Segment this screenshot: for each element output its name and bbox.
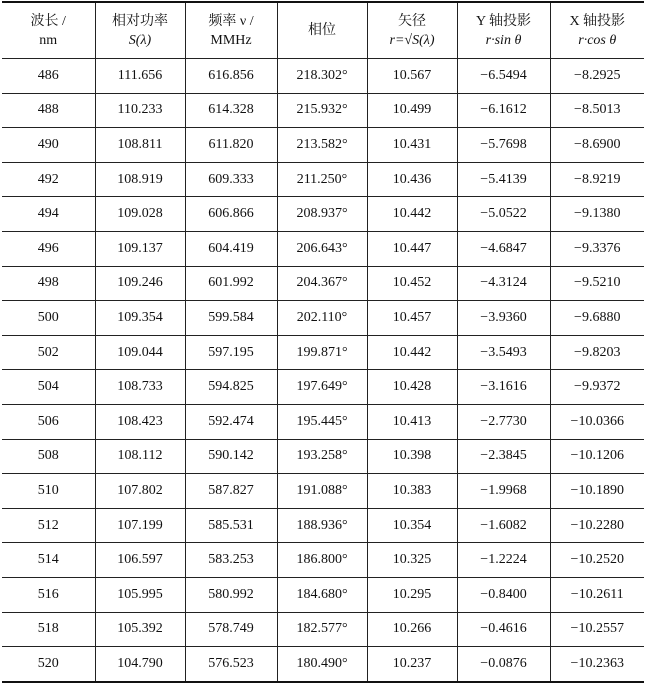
header-frequency	[185, 2, 277, 59]
radius-cell: 10.436	[367, 162, 457, 197]
frequency-cell: 611.820	[185, 128, 277, 163]
table-row	[2, 439, 644, 474]
table-row	[2, 577, 644, 612]
relative-power-cell: 108.919	[95, 162, 185, 197]
frequency-cell: 599.584	[185, 301, 277, 336]
header-label: 频率 ν /	[208, 13, 254, 29]
table-row	[2, 301, 644, 336]
y-projection-cell: −1.9968	[457, 474, 550, 509]
wavelength-cell: 494	[2, 197, 95, 232]
radius-cell: 10.266	[367, 612, 457, 647]
wavelength-cell: 520	[2, 647, 95, 682]
table-row	[2, 508, 644, 543]
table-row	[2, 335, 644, 370]
y-projection-cell: −0.8400	[457, 577, 550, 612]
table-row	[2, 370, 644, 405]
phase-cell: 184.680°	[277, 577, 367, 612]
x-projection-cell: −8.9219	[550, 162, 644, 197]
table-row	[2, 612, 644, 647]
header-unit: S(λ)	[128, 32, 152, 48]
header-unit: MMHz	[210, 32, 252, 48]
phase-cell: 180.490°	[277, 647, 367, 682]
data-table	[2, 1, 644, 683]
y-projection-cell: −5.4139	[457, 162, 550, 197]
table-row	[2, 404, 644, 439]
relative-power-cell: 111.656	[95, 59, 185, 94]
frequency-cell: 594.825	[185, 370, 277, 405]
relative-power-cell: 110.233	[95, 93, 185, 128]
x-projection-cell: −9.9372	[550, 370, 644, 405]
y-projection-cell: −5.0522	[457, 197, 550, 232]
x-projection-cell: −10.1206	[550, 439, 644, 474]
radius-cell: 10.452	[367, 266, 457, 301]
y-projection-cell: −1.2224	[457, 543, 550, 578]
relative-power-cell: 108.811	[95, 128, 185, 163]
x-projection-cell: −10.2520	[550, 543, 644, 578]
table-row	[2, 266, 644, 301]
header-y-projection	[457, 2, 550, 59]
wavelength-cell: 496	[2, 231, 95, 266]
frequency-cell: 601.992	[185, 266, 277, 301]
x-projection-cell: −9.6880	[550, 301, 644, 336]
table-row	[2, 128, 644, 163]
frequency-cell: 590.142	[185, 439, 277, 474]
x-projection-cell: −8.5013	[550, 93, 644, 128]
frequency-cell: 616.856	[185, 59, 277, 94]
phase-cell: 213.582°	[277, 128, 367, 163]
table-row	[2, 474, 644, 509]
phase-cell: 208.937°	[277, 197, 367, 232]
radius-cell: 10.442	[367, 335, 457, 370]
relative-power-cell: 107.802	[95, 474, 185, 509]
x-projection-cell: −10.1890	[550, 474, 644, 509]
x-projection-cell: −8.2925	[550, 59, 644, 94]
table-header	[2, 2, 644, 59]
radius-cell: 10.431	[367, 128, 457, 163]
radius-cell: 10.499	[367, 93, 457, 128]
phase-cell: 188.936°	[277, 508, 367, 543]
wavelength-cell: 518	[2, 612, 95, 647]
header-relative-power	[95, 2, 185, 59]
radius-cell: 10.457	[367, 301, 457, 336]
phase-cell: 193.258°	[277, 439, 367, 474]
table-row	[2, 93, 644, 128]
header-x-projection	[550, 2, 644, 59]
phase-cell: 199.871°	[277, 335, 367, 370]
phase-cell: 211.250°	[277, 162, 367, 197]
y-projection-cell: −4.3124	[457, 266, 550, 301]
wavelength-cell: 492	[2, 162, 95, 197]
y-projection-cell: −0.4616	[457, 612, 550, 647]
phase-cell: 204.367°	[277, 266, 367, 301]
x-projection-cell: −9.5210	[550, 266, 644, 301]
phase-cell: 182.577°	[277, 612, 367, 647]
table-body	[2, 59, 644, 682]
radius-cell: 10.567	[367, 59, 457, 94]
relative-power-cell: 105.995	[95, 577, 185, 612]
header-unit: r·cos θ	[578, 32, 617, 48]
relative-power-cell: 109.137	[95, 231, 185, 266]
relative-power-cell: 109.044	[95, 335, 185, 370]
table-row	[2, 59, 644, 94]
relative-power-cell: 109.354	[95, 301, 185, 336]
header-label: 相位	[308, 23, 336, 38]
x-projection-cell: −10.2280	[550, 508, 644, 543]
wavelength-cell: 510	[2, 474, 95, 509]
table-row	[2, 543, 644, 578]
y-projection-cell: −4.6847	[457, 231, 550, 266]
header-phase	[277, 2, 367, 59]
header-label: 相对功率	[112, 13, 168, 29]
wavelength-cell: 490	[2, 128, 95, 163]
wavelength-cell: 516	[2, 577, 95, 612]
header-unit: nm	[39, 32, 58, 48]
y-projection-cell: −3.5493	[457, 335, 550, 370]
header-radius	[367, 2, 457, 59]
frequency-cell: 585.531	[185, 508, 277, 543]
header-wavelength	[2, 2, 95, 59]
x-projection-cell: −10.2611	[550, 577, 644, 612]
header-label: 矢径	[398, 13, 426, 29]
phase-cell: 218.302°	[277, 59, 367, 94]
frequency-cell: 604.419	[185, 231, 277, 266]
wavelength-cell: 508	[2, 439, 95, 474]
y-projection-cell: −2.3845	[457, 439, 550, 474]
radius-cell: 10.325	[367, 543, 457, 578]
relative-power-cell: 109.246	[95, 266, 185, 301]
phase-cell: 202.110°	[277, 301, 367, 336]
relative-power-cell: 108.423	[95, 404, 185, 439]
radius-cell: 10.398	[367, 439, 457, 474]
table-row	[2, 647, 644, 682]
radius-cell: 10.295	[367, 577, 457, 612]
relative-power-cell: 107.199	[95, 508, 185, 543]
header-row	[2, 2, 644, 59]
y-projection-cell: −3.1616	[457, 370, 550, 405]
relative-power-cell: 104.790	[95, 647, 185, 682]
table-row	[2, 231, 644, 266]
x-projection-cell: −10.2363	[550, 647, 644, 682]
frequency-cell: 614.328	[185, 93, 277, 128]
radius-cell: 10.237	[367, 647, 457, 682]
wavelength-cell: 498	[2, 266, 95, 301]
frequency-cell: 592.474	[185, 404, 277, 439]
frequency-cell: 609.333	[185, 162, 277, 197]
relative-power-cell: 108.733	[95, 370, 185, 405]
header-unit: r=√S(λ)	[389, 32, 435, 48]
phase-cell: 215.932°	[277, 93, 367, 128]
relative-power-cell: 109.028	[95, 197, 185, 232]
phase-cell: 186.800°	[277, 543, 367, 578]
y-projection-cell: −6.1612	[457, 93, 550, 128]
x-projection-cell: −8.6900	[550, 128, 644, 163]
radius-cell: 10.413	[367, 404, 457, 439]
x-projection-cell: −9.3376	[550, 231, 644, 266]
x-projection-cell: −9.1380	[550, 197, 644, 232]
wavelength-cell: 504	[2, 370, 95, 405]
y-projection-cell: −0.0876	[457, 647, 550, 682]
relative-power-cell: 108.112	[95, 439, 185, 474]
wavelength-cell: 506	[2, 404, 95, 439]
wavelength-cell: 512	[2, 508, 95, 543]
radius-cell: 10.428	[367, 370, 457, 405]
header-label: Y 轴投影	[475, 13, 532, 29]
wavelength-cell: 488	[2, 93, 95, 128]
wavelength-cell: 500	[2, 301, 95, 336]
table-row	[2, 197, 644, 232]
phase-cell: 197.649°	[277, 370, 367, 405]
frequency-cell: 580.992	[185, 577, 277, 612]
phase-cell: 195.445°	[277, 404, 367, 439]
phase-cell: 191.088°	[277, 474, 367, 509]
y-projection-cell: −5.7698	[457, 128, 550, 163]
radius-cell: 10.447	[367, 231, 457, 266]
wavelength-cell: 514	[2, 543, 95, 578]
wavelength-cell: 502	[2, 335, 95, 370]
y-projection-cell: −3.9360	[457, 301, 550, 336]
frequency-cell: 606.866	[185, 197, 277, 232]
x-projection-cell: −10.2557	[550, 612, 644, 647]
frequency-cell: 578.749	[185, 612, 277, 647]
x-projection-cell: −9.8203	[550, 335, 644, 370]
wavelength-cell: 486	[2, 59, 95, 94]
y-projection-cell: −1.6082	[457, 508, 550, 543]
header-unit: r·sin θ	[485, 32, 522, 48]
y-projection-cell: −6.5494	[457, 59, 550, 94]
x-projection-cell: −10.0366	[550, 404, 644, 439]
relative-power-cell: 106.597	[95, 543, 185, 578]
relative-power-cell: 105.392	[95, 612, 185, 647]
radius-cell: 10.442	[367, 197, 457, 232]
frequency-cell: 587.827	[185, 474, 277, 509]
header-label: X 轴投影	[569, 13, 626, 29]
frequency-cell: 597.195	[185, 335, 277, 370]
frequency-cell: 583.253	[185, 543, 277, 578]
table-row	[2, 162, 644, 197]
y-projection-cell: −2.7730	[457, 404, 550, 439]
radius-cell: 10.354	[367, 508, 457, 543]
phase-cell: 206.643°	[277, 231, 367, 266]
frequency-cell: 576.523	[185, 647, 277, 682]
radius-cell: 10.383	[367, 474, 457, 509]
header-label: 波长 /	[30, 13, 66, 29]
